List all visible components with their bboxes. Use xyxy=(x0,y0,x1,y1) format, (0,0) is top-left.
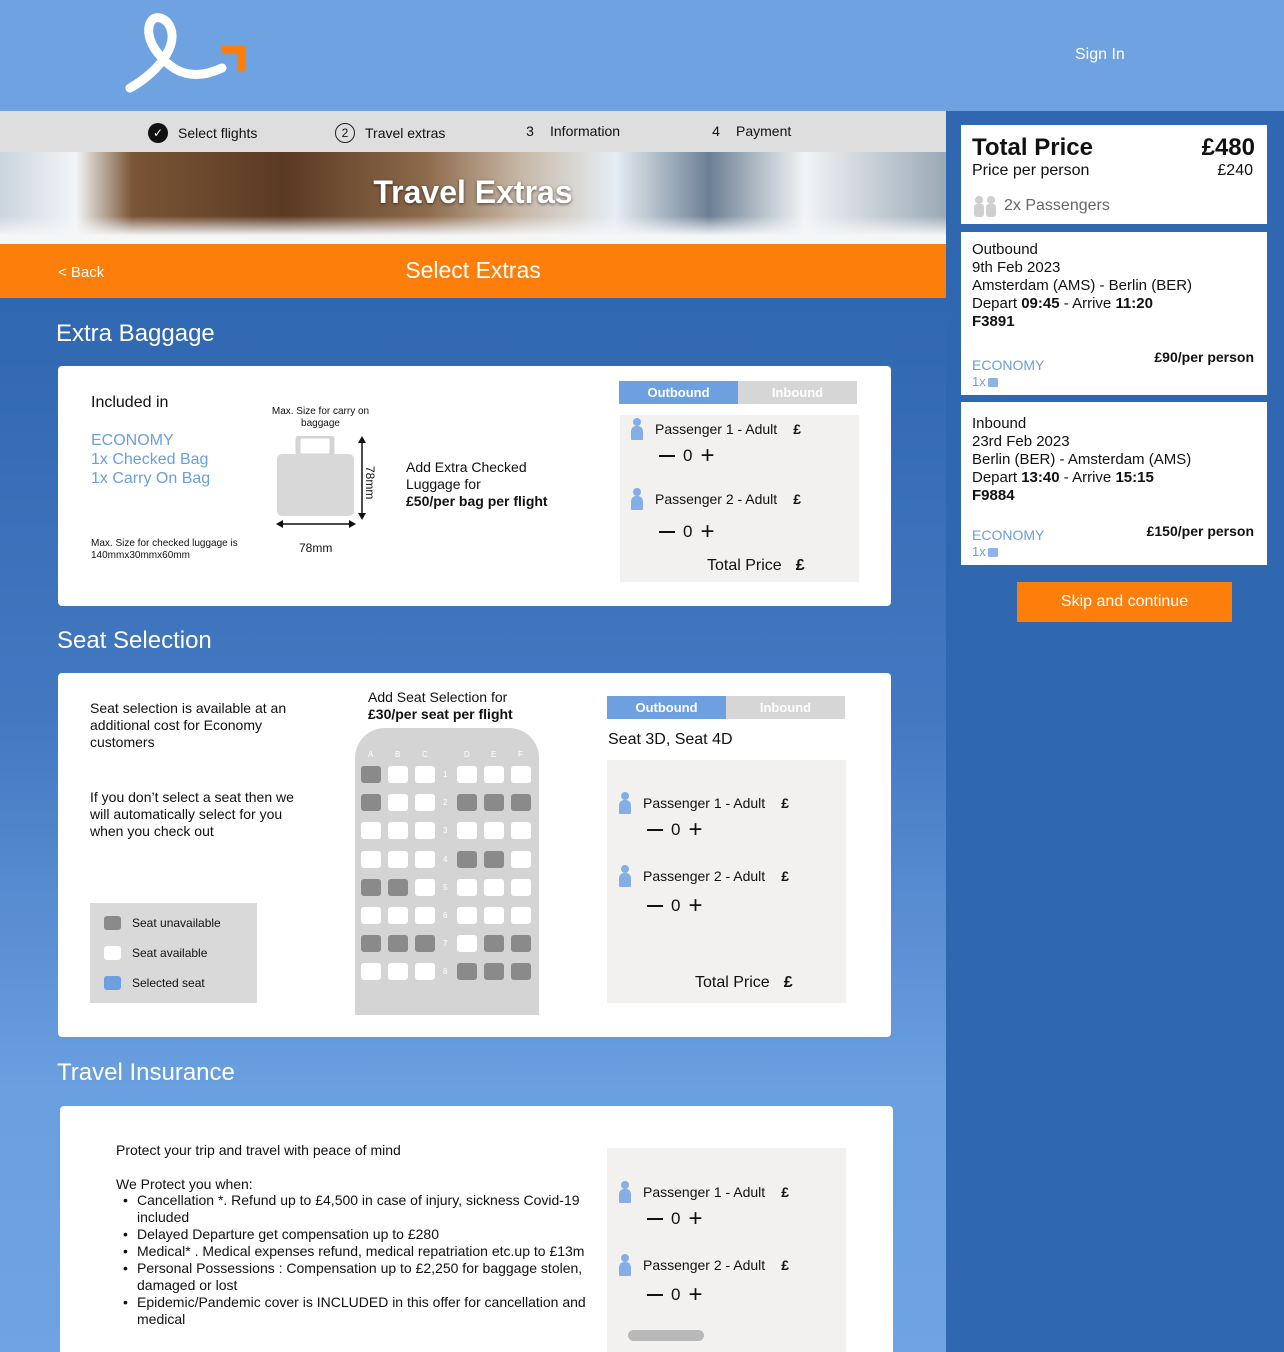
insurance-passenger-panel xyxy=(607,1148,846,1352)
seat-1D[interactable] xyxy=(457,766,477,783)
plus-icon[interactable]: + xyxy=(700,518,715,545)
step-select-flights[interactable] xyxy=(148,123,257,143)
legend-unavailable xyxy=(104,916,221,930)
step-number: 2 xyxy=(335,123,355,143)
insurance-protect: We Protect you when: xyxy=(116,1176,253,1192)
plus-icon[interactable]: + xyxy=(688,1205,703,1232)
included-carry-on: 1x Carry On Bag xyxy=(91,470,211,487)
outbound-date: 9th Feb 2023 xyxy=(972,259,1061,276)
seat-stepper-2 xyxy=(647,892,703,919)
seat-6F[interactable] xyxy=(511,907,531,924)
seat-7D[interactable] xyxy=(457,935,477,952)
inbound-details xyxy=(972,415,1191,505)
seat-1E[interactable] xyxy=(484,766,504,783)
quantity-value: 0 xyxy=(671,1285,681,1304)
passenger-label: Passenger 1 - Adult xyxy=(655,421,778,437)
list-item: • Personal Possessions : Compensation up to £2,250 for baggage stolen, damaged or lost xyxy=(121,1260,591,1294)
seat-3D[interactable] xyxy=(457,822,477,839)
page-title: Select Extras xyxy=(405,257,541,283)
plus-icon[interactable]: + xyxy=(688,1281,703,1308)
bag-count: 1x xyxy=(972,374,986,389)
inbound-bags xyxy=(972,544,998,559)
insurance-stepper-1 xyxy=(647,1205,703,1232)
quantity-value: 0 xyxy=(671,896,681,915)
insurance-passenger-2 xyxy=(619,1254,789,1276)
baggage-passenger-1 xyxy=(631,418,801,440)
insurance-passenger-1 xyxy=(619,1181,789,1203)
seat-offer-price: £30/per seat per flight xyxy=(368,706,513,722)
passenger-label: Passenger 2 - Adult xyxy=(655,491,778,507)
hero-banner xyxy=(0,152,946,244)
baggage-passenger-2 xyxy=(631,488,801,510)
seat-2E xyxy=(484,794,504,811)
person-icon xyxy=(619,1181,631,1203)
quantity-value: 0 xyxy=(683,522,693,541)
hero-snow xyxy=(0,216,946,244)
plus-icon[interactable]: + xyxy=(688,892,703,919)
seat-4C[interactable] xyxy=(415,851,435,868)
seat-6C[interactable] xyxy=(415,907,435,924)
passenger-price: £ xyxy=(793,491,801,507)
total-value: £ xyxy=(795,557,805,574)
person-icon xyxy=(631,488,643,510)
seat-map xyxy=(355,728,539,1015)
person-icon xyxy=(619,865,631,887)
seat-info-1: Seat selection is available at an additional cost for Economy customers xyxy=(90,700,287,750)
seat-row-label: 7 xyxy=(443,939,448,949)
extra-luggage-price: £50/per bag per flight xyxy=(406,493,548,509)
seat-row-label: 5 xyxy=(443,882,448,892)
swatch-unavailable xyxy=(104,916,121,930)
seat-column-label: A xyxy=(368,750,374,759)
step-label: Payment xyxy=(736,123,792,139)
seat-offer-text: Add Seat Selection for xyxy=(368,689,508,705)
extra-luggage-text: Add Extra Checked Luggage for xyxy=(406,459,527,492)
legend-label: Selected seat xyxy=(132,976,205,990)
step-information[interactable] xyxy=(520,123,620,139)
seat-4B[interactable] xyxy=(388,851,408,868)
seat-7B xyxy=(388,935,408,952)
legend-available xyxy=(104,946,207,960)
seat-direction-tabs xyxy=(607,696,845,719)
seat-3B[interactable] xyxy=(388,822,408,839)
included-economy: ECONOMY xyxy=(91,432,174,449)
person-icon xyxy=(619,1254,631,1276)
seat-passenger-2 xyxy=(619,865,789,887)
seat-7A xyxy=(361,935,381,952)
seat-6A[interactable] xyxy=(361,907,381,924)
person-icon xyxy=(619,792,631,814)
insurance-stepper-2 xyxy=(647,1281,703,1308)
included-list xyxy=(91,431,210,488)
step-payment[interactable] xyxy=(706,123,791,139)
seat-5A xyxy=(361,879,381,896)
seat-column-label: E xyxy=(491,750,497,759)
progress-steps xyxy=(0,111,946,152)
seats-section-title: Seat Selection xyxy=(57,627,212,654)
baggage-total xyxy=(707,557,805,575)
passenger-count xyxy=(972,195,1110,217)
plus-icon[interactable]: + xyxy=(700,442,715,469)
seat-legend xyxy=(90,903,257,1003)
seat-8E xyxy=(484,963,504,980)
seat-2F xyxy=(511,794,531,811)
quantity-value: 0 xyxy=(683,446,693,465)
swatch-selected xyxy=(104,976,121,990)
passenger-label: Passenger 2 - Adult xyxy=(643,1257,766,1273)
list-item: • Epidemic/Pandemic cover is INCLUDED in this offer for cancellation and medical xyxy=(121,1294,591,1328)
outbound-bags xyxy=(972,374,998,389)
included-checked-bag: 1x Checked Bag xyxy=(91,451,209,468)
passenger-price: £ xyxy=(793,421,801,437)
seat-7F xyxy=(511,935,531,952)
passenger-price: £ xyxy=(781,868,789,884)
total-label: Total Price xyxy=(695,974,770,991)
seat-row-label: 6 xyxy=(443,911,448,920)
extra-luggage-offer xyxy=(406,459,576,510)
passenger-label: Passenger 2 - Adult xyxy=(643,868,766,884)
inbound-flight-number: F9884 xyxy=(972,487,1015,504)
inbound-date: 23rd Feb 2023 xyxy=(972,433,1070,450)
seat-8D xyxy=(457,963,477,980)
extras-bar xyxy=(0,244,946,298)
seat-2C[interactable] xyxy=(415,794,435,811)
seat-column-label: F xyxy=(518,750,523,759)
seat-3E[interactable] xyxy=(484,822,504,839)
insurance-intro: Protect your trip and travel with peace of mind xyxy=(116,1142,401,1158)
total-price-value: £480 xyxy=(1201,134,1255,161)
seat-7E xyxy=(484,935,504,952)
minus-icon[interactable] xyxy=(647,905,663,907)
passenger-label: Passenger 1 - Adult xyxy=(643,1184,766,1200)
quantity-value: 0 xyxy=(671,820,681,839)
included-in-label: Included in xyxy=(91,394,169,411)
outbound-details xyxy=(972,241,1192,331)
legend-selected xyxy=(104,976,205,990)
minus-icon[interactable] xyxy=(647,1294,663,1296)
legend-label: Seat available xyxy=(132,946,208,960)
total-value: £ xyxy=(783,974,793,991)
outbound-class: ECONOMY xyxy=(972,357,1045,373)
list-item: • Delayed Departure get compensation up to £280 xyxy=(121,1226,591,1243)
seat-5D[interactable] xyxy=(457,879,477,896)
price-per-person-label: Price per person xyxy=(972,162,1090,179)
seat-total xyxy=(695,974,793,992)
seat-offer xyxy=(368,689,513,723)
seat-column-label: D xyxy=(464,750,470,759)
seat-8B[interactable] xyxy=(388,963,408,980)
step-label: Travel extras xyxy=(365,125,446,141)
outbound-route: Amsterdam (AMS) - Berlin (BER) xyxy=(972,277,1193,294)
insurance-benefits xyxy=(121,1192,591,1328)
passenger-label: Passenger 1 - Adult xyxy=(643,795,766,811)
seat-2B[interactable] xyxy=(388,794,408,811)
tab-inbound[interactable]: Inbound xyxy=(726,696,845,719)
plus-icon[interactable]: + xyxy=(688,816,703,843)
seat-6B[interactable] xyxy=(388,907,408,924)
seat-info-2: If you don’t select a seat then we will automatically select for you when you check out xyxy=(90,789,294,839)
seat-1F[interactable] xyxy=(511,766,531,783)
inbound-route: Berlin (BER) - Amsterdam (AMS) xyxy=(972,451,1192,468)
minus-icon[interactable] xyxy=(659,531,675,533)
seat-column-label: C xyxy=(422,750,428,759)
skip-and-continue-button[interactable]: Skip and continue xyxy=(1017,582,1232,622)
quantity-value: 0 xyxy=(671,1209,681,1228)
scroll-handle[interactable] xyxy=(628,1330,704,1341)
tab-inbound[interactable]: Inbound xyxy=(738,381,857,404)
back-link[interactable]: < Back xyxy=(58,264,105,281)
seat-row-label: 4 xyxy=(443,854,448,864)
baggage-stepper-1 xyxy=(659,442,715,469)
sign-in-link[interactable]: Sign In xyxy=(1075,46,1125,63)
header xyxy=(0,0,1284,111)
inbound-price: £150/per person xyxy=(1146,523,1254,539)
seat-5C[interactable] xyxy=(415,879,435,896)
outbound-flight-number: F3891 xyxy=(972,313,1015,330)
minus-icon[interactable] xyxy=(647,829,663,831)
seat-6E[interactable] xyxy=(484,907,504,924)
seat-4F[interactable] xyxy=(511,851,531,868)
seat-3C[interactable] xyxy=(415,822,435,839)
seat-8F xyxy=(511,963,531,980)
seat-3A[interactable] xyxy=(361,822,381,839)
list-item: • Medical* . Medical expenses refund, medical repatriation etc.up to £13m xyxy=(121,1243,591,1260)
total-price-label: Total Price xyxy=(972,134,1093,161)
seat-3F[interactable] xyxy=(511,822,531,839)
inbound-label: Inbound xyxy=(972,415,1027,432)
check-icon: ✓ xyxy=(148,123,168,143)
baggage-direction-tabs xyxy=(619,381,857,404)
baggage-section-title: Extra Baggage xyxy=(56,320,215,347)
step-label: Select flights xyxy=(178,125,258,141)
person-icon xyxy=(631,418,643,440)
insurance-section-title: Travel Insurance xyxy=(57,1059,235,1086)
tab-outbound[interactable]: Outbound xyxy=(607,696,726,719)
seat-2D xyxy=(457,794,477,811)
bag-height-value: 78mm xyxy=(363,466,377,500)
seat-1A xyxy=(361,766,381,783)
inbound-times: Depart 13:40 - Arrive 15:15 xyxy=(972,469,1154,486)
seat-5F[interactable] xyxy=(511,879,531,896)
brand-logo[interactable] xyxy=(122,10,252,95)
selected-seats: Seat 3D, Seat 4D xyxy=(608,731,733,748)
step-number: 4 xyxy=(712,123,720,139)
seat-7C xyxy=(415,935,435,952)
passenger-price: £ xyxy=(781,1184,789,1200)
total-label: Total Price xyxy=(707,557,782,574)
hero-title: Travel Extras xyxy=(373,174,573,210)
seat-row-label: 1 xyxy=(443,770,448,779)
seat-row-label: 2 xyxy=(443,798,448,808)
step-number: 3 xyxy=(526,123,534,139)
seat-row-label: 8 xyxy=(443,967,448,977)
bag-width-label: 78mm xyxy=(299,541,333,555)
step-label: Information xyxy=(550,123,621,139)
inbound-class: ECONOMY xyxy=(972,527,1045,543)
bag-icon xyxy=(988,548,998,557)
passengers-icon xyxy=(972,195,998,217)
passenger-price: £ xyxy=(781,1257,789,1273)
seat-1C[interactable] xyxy=(415,766,435,783)
tab-outbound[interactable]: Outbound xyxy=(619,381,738,404)
seat-column-label: B xyxy=(395,750,401,759)
legend-label: Seat unavailable xyxy=(132,916,221,930)
seat-8A[interactable] xyxy=(361,963,381,980)
seat-5B xyxy=(388,879,408,896)
baggage-stepper-2 xyxy=(659,518,715,545)
list-item: • Cancellation *. Refund up to £4,500 in case of injury, sickness Covid-19 included xyxy=(121,1192,591,1226)
max-checked-note: Max. Size for checked luggage is 140mmx30mmx60mm xyxy=(91,538,238,561)
passengers-label: 2x Passengers xyxy=(1004,197,1110,214)
seat-4E xyxy=(484,851,504,868)
seat-4D xyxy=(457,851,477,868)
minus-icon[interactable] xyxy=(647,1218,663,1220)
minus-icon[interactable] xyxy=(659,455,675,457)
max-carry-note: Max. Size for carry on baggage xyxy=(271,406,370,429)
bag-count: 1x xyxy=(972,544,986,559)
seat-2A xyxy=(361,794,381,811)
outbound-price: £90/per person xyxy=(1154,349,1254,365)
seat-6D[interactable] xyxy=(457,907,477,924)
seat-row-label: 3 xyxy=(443,826,448,836)
bag-icon xyxy=(988,378,998,387)
step-travel-extras[interactable] xyxy=(335,123,445,143)
outbound-times: Depart 09:45 - Arrive 11:20 xyxy=(972,295,1153,312)
seat-stepper-1 xyxy=(647,816,703,843)
swatch-available xyxy=(104,946,121,960)
passenger-price: £ xyxy=(781,795,789,811)
seat-4A[interactable] xyxy=(361,851,381,868)
outbound-label: Outbound xyxy=(972,241,1038,258)
seat-passenger-1 xyxy=(619,792,789,814)
seat-8C[interactable] xyxy=(415,963,435,980)
seat-5E[interactable] xyxy=(484,879,504,896)
price-per-person-value: £240 xyxy=(1217,162,1253,179)
seat-1B[interactable] xyxy=(388,766,408,783)
